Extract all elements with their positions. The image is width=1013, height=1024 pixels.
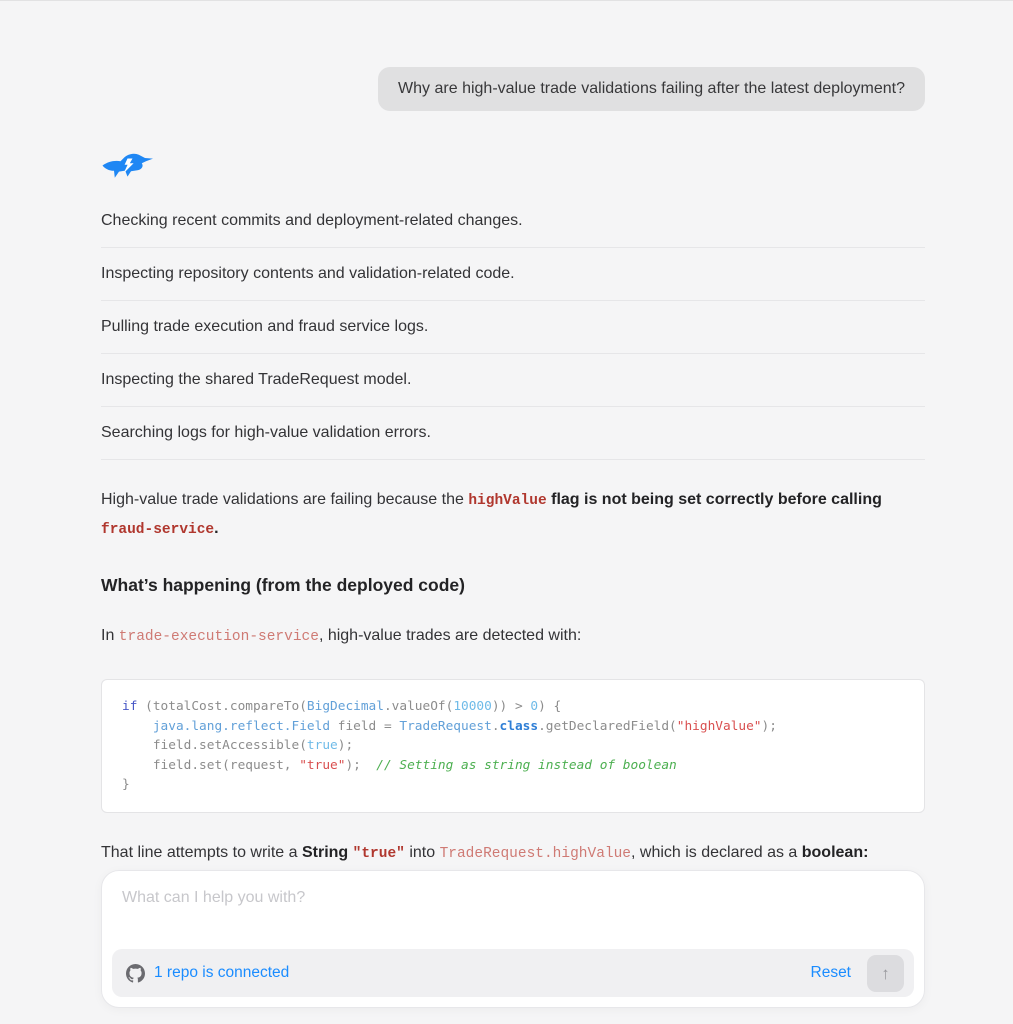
code-token: (totalCost.compareTo( bbox=[137, 699, 307, 714]
status-step: Inspecting repository contents and validation-related code. bbox=[101, 248, 925, 301]
code-token: BigDecimal bbox=[306, 699, 384, 714]
code-line bbox=[122, 697, 904, 717]
composer bbox=[101, 870, 925, 1008]
assistant-avatar bbox=[101, 151, 925, 183]
code-token: } bbox=[122, 777, 130, 792]
text-span: . bbox=[214, 520, 219, 537]
status-step: Pulling trade execution and fraud service logs. bbox=[101, 301, 925, 354]
text-span: , which is declared as a bbox=[631, 843, 802, 861]
code-token: "true" bbox=[299, 757, 346, 773]
status-step: Checking recent commits and deployment-related changes. bbox=[101, 195, 925, 248]
code-token: .valueOf( bbox=[383, 699, 454, 714]
text-span: , high-value trades are detected with: bbox=[318, 627, 582, 644]
code-token: ); bbox=[345, 757, 377, 773]
send-button[interactable] bbox=[867, 955, 904, 992]
answer-outro bbox=[101, 839, 925, 868]
code-line bbox=[122, 717, 904, 737]
chat-thread bbox=[101, 1, 925, 868]
text-span: into bbox=[404, 843, 440, 861]
reset-button[interactable]: Reset bbox=[810, 964, 851, 981]
text-span: : bbox=[863, 843, 869, 861]
text-span: boolean bbox=[801, 843, 864, 861]
code-token: . bbox=[491, 718, 500, 734]
code-token: 10000 bbox=[453, 699, 492, 714]
answer-heading: What’s happening (from the deployed code) bbox=[101, 575, 465, 595]
code-token: ) { bbox=[538, 699, 562, 714]
text-span: "true" bbox=[352, 845, 405, 862]
text-span: In bbox=[101, 627, 119, 644]
text-span: fraud-service bbox=[101, 522, 215, 538]
answer-lead bbox=[101, 486, 925, 544]
status-step: Searching logs for high-value validation errors. bbox=[101, 407, 925, 460]
code-token: )) > bbox=[491, 699, 531, 714]
status-steps bbox=[101, 195, 925, 460]
text-span: That line attempts to write a bbox=[101, 843, 302, 861]
composer-actions bbox=[811, 955, 905, 992]
code-token: // Setting as string instead of boolean bbox=[376, 757, 677, 773]
code-token: field = bbox=[330, 718, 400, 734]
status-step: Inspecting the shared TradeRequest model. bbox=[101, 354, 925, 407]
code-token: ); bbox=[761, 718, 777, 734]
code-token: field.setAccessible( bbox=[122, 738, 307, 753]
code-token: "highValue" bbox=[676, 718, 762, 734]
code-token: class bbox=[499, 718, 539, 734]
code-block bbox=[101, 679, 925, 813]
repo-connection-link[interactable] bbox=[126, 964, 289, 983]
text-span: String bbox=[301, 843, 349, 861]
code-line bbox=[122, 775, 904, 795]
code-token: true bbox=[306, 738, 338, 753]
text-span: flag is not being set correctly before calling bbox=[546, 491, 882, 508]
assistant-logo-icon bbox=[101, 169, 155, 186]
composer-footer bbox=[112, 949, 914, 997]
text-span: trade-execution-service bbox=[118, 629, 319, 645]
code-token: field.set(request, bbox=[122, 757, 300, 773]
code-token: if bbox=[122, 699, 138, 714]
text-span: TradeRequest.highValue bbox=[439, 845, 631, 862]
code-token: ); bbox=[337, 738, 354, 753]
code-token: TradeRequest bbox=[399, 718, 492, 734]
code-token: .getDeclaredField( bbox=[538, 718, 677, 734]
code-token: 0 bbox=[530, 699, 539, 714]
answer-intro bbox=[101, 622, 925, 651]
chat-input[interactable] bbox=[102, 871, 924, 941]
user-message-bubble: Why are high-value trade validations failing after the latest deployment? bbox=[378, 67, 925, 111]
code-line bbox=[122, 756, 904, 776]
code-token bbox=[122, 719, 153, 734]
github-icon bbox=[126, 964, 145, 983]
repo-status-text: 1 repo is connected bbox=[154, 964, 290, 981]
user-message-row bbox=[101, 67, 925, 111]
text-span: highValue bbox=[468, 493, 547, 509]
code-line bbox=[122, 736, 904, 756]
code-token: java.lang.reflect.Field bbox=[152, 718, 331, 734]
arrow-up-icon: ↑ bbox=[881, 963, 890, 983]
text-span: High-value trade validations are failing because the bbox=[101, 491, 469, 508]
